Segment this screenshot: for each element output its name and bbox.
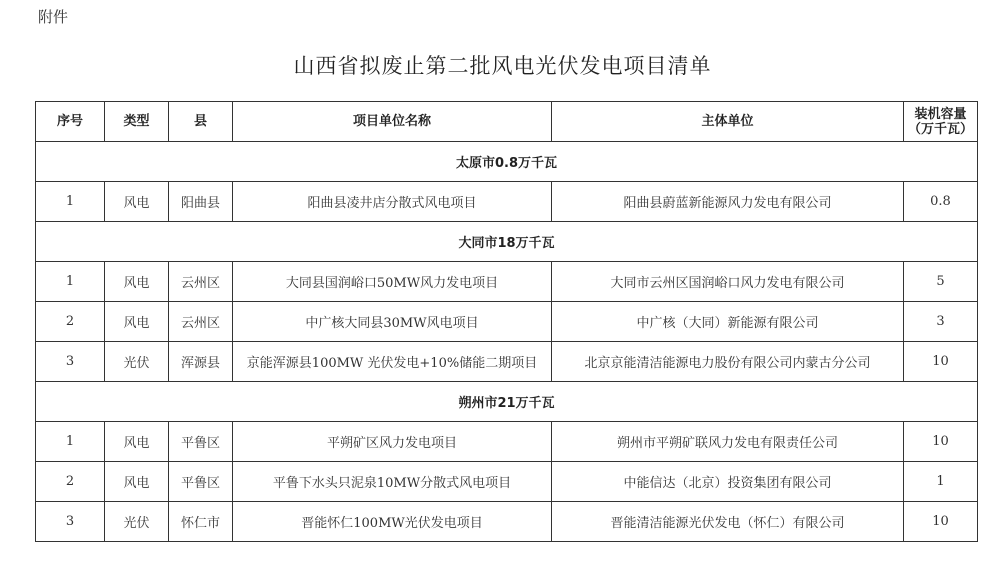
cell-capacity: 3 <box>904 302 978 342</box>
cell-capacity: 1 <box>904 462 978 502</box>
cell-seq: 1 <box>36 182 105 222</box>
cell-owner: 朔州市平朔矿联风力发电有限责任公司 <box>552 422 904 462</box>
header-capacity-line1: 装机容量 <box>914 106 967 122</box>
attachment-label: 附件 <box>38 8 69 26</box>
cell-owner: 大同市云州区国润峪口风力发电有限公司 <box>552 262 904 302</box>
cell-project: 晋能怀仁100MW光伏发电项目 <box>233 502 552 542</box>
section-row <box>36 382 978 422</box>
cell-type: 光伏 <box>105 342 169 382</box>
cell-type: 风电 <box>105 422 169 462</box>
section-label: 太原市0.8万千瓦 <box>36 142 978 182</box>
section-label: 朔州市21万千瓦 <box>36 382 978 422</box>
header-project: 项目单位名称 <box>233 102 552 142</box>
cell-project: 大同县国润峪口50MW风力发电项目 <box>233 262 552 302</box>
cell-project: 京能浑源县100MW 光伏发电+10%储能二期项目 <box>233 342 552 382</box>
cell-county: 阳曲县 <box>169 182 233 222</box>
cell-capacity: 0.8 <box>904 182 978 222</box>
cell-county: 云州区 <box>169 262 233 302</box>
cell-capacity: 10 <box>904 422 978 462</box>
cell-owner: 晋能清洁能源光伏发电（怀仁）有限公司 <box>552 502 904 542</box>
header-county: 县 <box>169 102 233 142</box>
cell-project: 平鲁下水头只泥泉10MW分散式风电项目 <box>233 462 552 502</box>
cell-seq: 1 <box>36 262 105 302</box>
table-row <box>36 302 978 342</box>
table-row <box>36 262 978 302</box>
header-type: 类型 <box>105 102 169 142</box>
table-row <box>36 182 978 222</box>
table-row <box>36 342 978 382</box>
cell-type: 光伏 <box>105 502 169 542</box>
section-row <box>36 142 978 182</box>
header-seq: 序号 <box>36 102 105 142</box>
table-row <box>36 502 978 542</box>
table-row <box>36 462 978 502</box>
cell-seq: 2 <box>36 302 105 342</box>
cell-type: 风电 <box>105 462 169 502</box>
cell-owner: 北京京能清洁能源电力股份有限公司内蒙古分公司 <box>552 342 904 382</box>
cell-type: 风电 <box>105 262 169 302</box>
cell-seq: 3 <box>36 342 105 382</box>
cell-seq: 2 <box>36 462 105 502</box>
cell-county: 怀仁市 <box>169 502 233 542</box>
cell-project: 中广核大同县30MW风电项目 <box>233 302 552 342</box>
cell-capacity: 10 <box>904 342 978 382</box>
project-table <box>35 101 978 542</box>
cell-county: 平鲁区 <box>169 422 233 462</box>
cell-owner: 中广核（大同）新能源有限公司 <box>552 302 904 342</box>
table-header-row <box>36 102 978 142</box>
cell-seq: 1 <box>36 422 105 462</box>
header-owner: 主体单位 <box>552 102 904 142</box>
table-row <box>36 422 978 462</box>
cell-type: 风电 <box>105 182 169 222</box>
section-label: 大同市18万千瓦 <box>36 222 978 262</box>
header-capacity <box>904 102 978 142</box>
cell-project: 平朔矿区风力发电项目 <box>233 422 552 462</box>
header-capacity-line2: （万千瓦） <box>907 121 973 137</box>
cell-county: 平鲁区 <box>169 462 233 502</box>
cell-owner: 中能信达（北京）投资集团有限公司 <box>552 462 904 502</box>
cell-county: 云州区 <box>169 302 233 342</box>
cell-capacity: 5 <box>904 262 978 302</box>
document-title: 山西省拟废止第二批风电光伏发电项目清单 <box>293 54 712 78</box>
cell-county: 浑源县 <box>169 342 233 382</box>
cell-type: 风电 <box>105 302 169 342</box>
section-row <box>36 222 978 262</box>
cell-capacity: 10 <box>904 502 978 542</box>
cell-project: 阳曲县凌井店分散式风电项目 <box>233 182 552 222</box>
cell-seq: 3 <box>36 502 105 542</box>
cell-owner: 阳曲县蔚蓝新能源风力发电有限公司 <box>552 182 904 222</box>
